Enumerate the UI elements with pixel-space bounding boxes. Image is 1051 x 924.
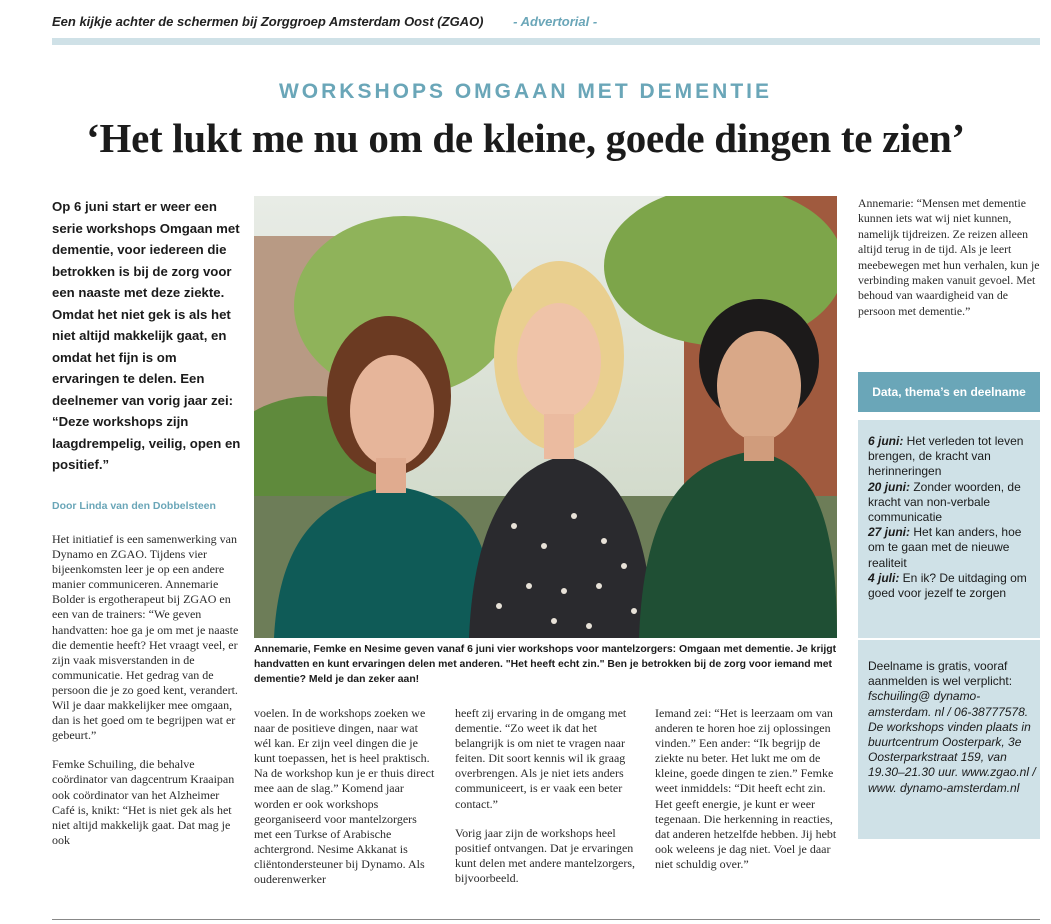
info-box [858,372,1040,839]
session-date: 4 juli: [868,570,900,585]
session-date: 27 juni: [868,525,911,540]
paragraph: voelen. In de workshops zoeken we naar de positieve dingen, naar wat wél kan. Er zijn veel dingen die je kunt toepassen, het is heel praktisch. Na de workshop kun je er thuis direct mee aan de slag.” Komend jaar worden er ook workshops georganiseerd voor mantelzorgers met een Turkse of Arabische achtergrond. Nesime Akkanat is cliëntondersteuner bij Dynamo. Als ouderenwerker [254,706,435,887]
paragraph: heeft zij ervaring in de omgang met dementie. “Zo weet ik dat het belangrijk is om niet te vragen naar feiten. Dit soort kennis wil ik graag overbrengen. Als je niet iets anders communiceert, is er vaak een beter contact.” [455,706,627,811]
photo-caption: Annemarie, Femke en Nesime geven vanaf 6 juni vier workshops voor mantelzorgers: Omgaan met dementie. Je krijgt handvatten en kunt ervaringen delen met anderen. "Het heeft echt zin." Ben je betrokken bij de zorg voor iemand met dementie? Meld je dan zeker aan! [254,644,837,685]
article-intro: Op 6 juni start er weer een serie workshops Omgaan met dementie, voor iedereen die betrokken is bij de zorg voor een naaste met deze ziekte. Omdat het niet gek is als het niet altijd makkelijk gaat, en omdat het fijn is om ervaringen te delen. Een deelnemer van vorig jaar zei: “Deze workshops zijn laagdrempelig, veilig, open en positief.” [52,199,241,472]
registration-contact[interactable]: fschuiling@ dynamo-amsterdam. nl / 06-38777578. De workshops vinden plaats in buurtcentrum Oosterpark, 3e Oosterparkstraat 159, van 19.30–21.30 uur. www.zgao.nl / www. dynamo-amsterdam.nl [868,689,1036,795]
session-date: 20 juni: [868,479,911,494]
registration-info [868,659,1036,796]
info-box-divider [858,412,1040,420]
session-date: 6 juni: [868,434,904,448]
session-theme: Het verleden tot leven brengen, de kracht van herinneringen [868,434,1024,479]
info-box-title: Data, thema’s en deelname [858,372,1040,412]
registration-text: Deelname is gratis, vooraf aanmelden is wel verplicht: [868,659,1013,689]
article-headline: ‘Het lukt me nu om de kleine, goede dingen te zien’ [86,115,965,161]
advertorial-label: - Advertorial - [513,14,598,29]
body-column-2 [254,706,436,901]
session-item [868,525,1034,571]
body-column-1 [52,532,242,862]
article-kicker: WORKSHOPS OMGAAN MET DEMENTIE [278,80,772,103]
body-column-3 [455,706,640,900]
session-item [868,571,1034,601]
session-theme: En ik? De uitdaging om goed voor jezelf te zorgen [868,570,1027,601]
paragraph: Femke Schuiling, die behalve coördinator van dagcentrum Kraaipan ook coördinator van het Alzheimer Café is, knikt: “Het is niet gek als het niet altijd makkelijk gaat. Dat mag je ook [52,757,235,847]
header-text: Een kijkje achter de schermen bij Zorggroep Amsterdam Oost (ZGAO) [52,14,484,29]
pull-quote: Annemarie: “Mensen met dementie kunnen iets wat wij niet kunnen, namelijk tijdreizen. Ze reizen alleen altijd terug in de tijd. Als je leert meebewegen met hun verhalen, kun je verbinding maken vanuit gevoel. Met behoud van waardigheid van de persoon met dementie.” [858,196,1040,318]
header-divider [52,38,1040,45]
info-box-divider [858,638,1040,640]
session-theme: Het kan anders, hoe om te gaan met de nieuwe realiteit [868,525,1022,570]
footer-divider [52,919,1040,920]
header-bar [52,14,597,29]
session-list [868,434,1034,601]
article-photo [254,196,837,638]
session-item [868,480,1034,526]
session-theme: Zonder woorden, de kracht van non-verbale communicatie [868,479,1021,525]
session-item [868,434,1034,480]
paragraph: Het initiatief is een samenwerking van Dynamo en ZGAO. Tijdens vier bijeenkomsten leer je op een andere manier communiceren. Annemarie Bolder is ergotherapeut bij ZGAO en een van de trainers: “We geven handvatten: hoe ga je om met je naaste die dementie heeft? Het vraagt veel, er zijn vaak misverstanden in de communicatie. Het gedrag van de persoon die je zo goed kent, verandert. Wil je daar makkelijker mee omgaan, dan is het goed om te begrijpen wat er gebeurt.” [52,532,239,743]
paragraph: Iemand zei: “Het is leerzaam om van anderen te horen hoe zij oplossingen vinden.” Een ander: “Ik begrijp de ziekte nu beter. Het lukt me om de kleine, goede dingen te zien.” Femke weet inmiddels: “Dit heeft echt zin. Het geeft energie, je kunt er weer tegenaan. Die herkenning in reacties, dat anderen hetzelfde hebben. Jij hebt ook weleens je dag niet. Voel je daar niet schuldig over.” [655,706,837,871]
paragraph: Vorig jaar zijn de workshops heel positief ontvangen. Dat je ervaringen kunt delen met andere mantelzorgers, bijvoorbeeld. [455,825,636,885]
body-column-4 [655,706,840,886]
article-byline: Door Linda van den Dobbelsteen [52,500,216,512]
